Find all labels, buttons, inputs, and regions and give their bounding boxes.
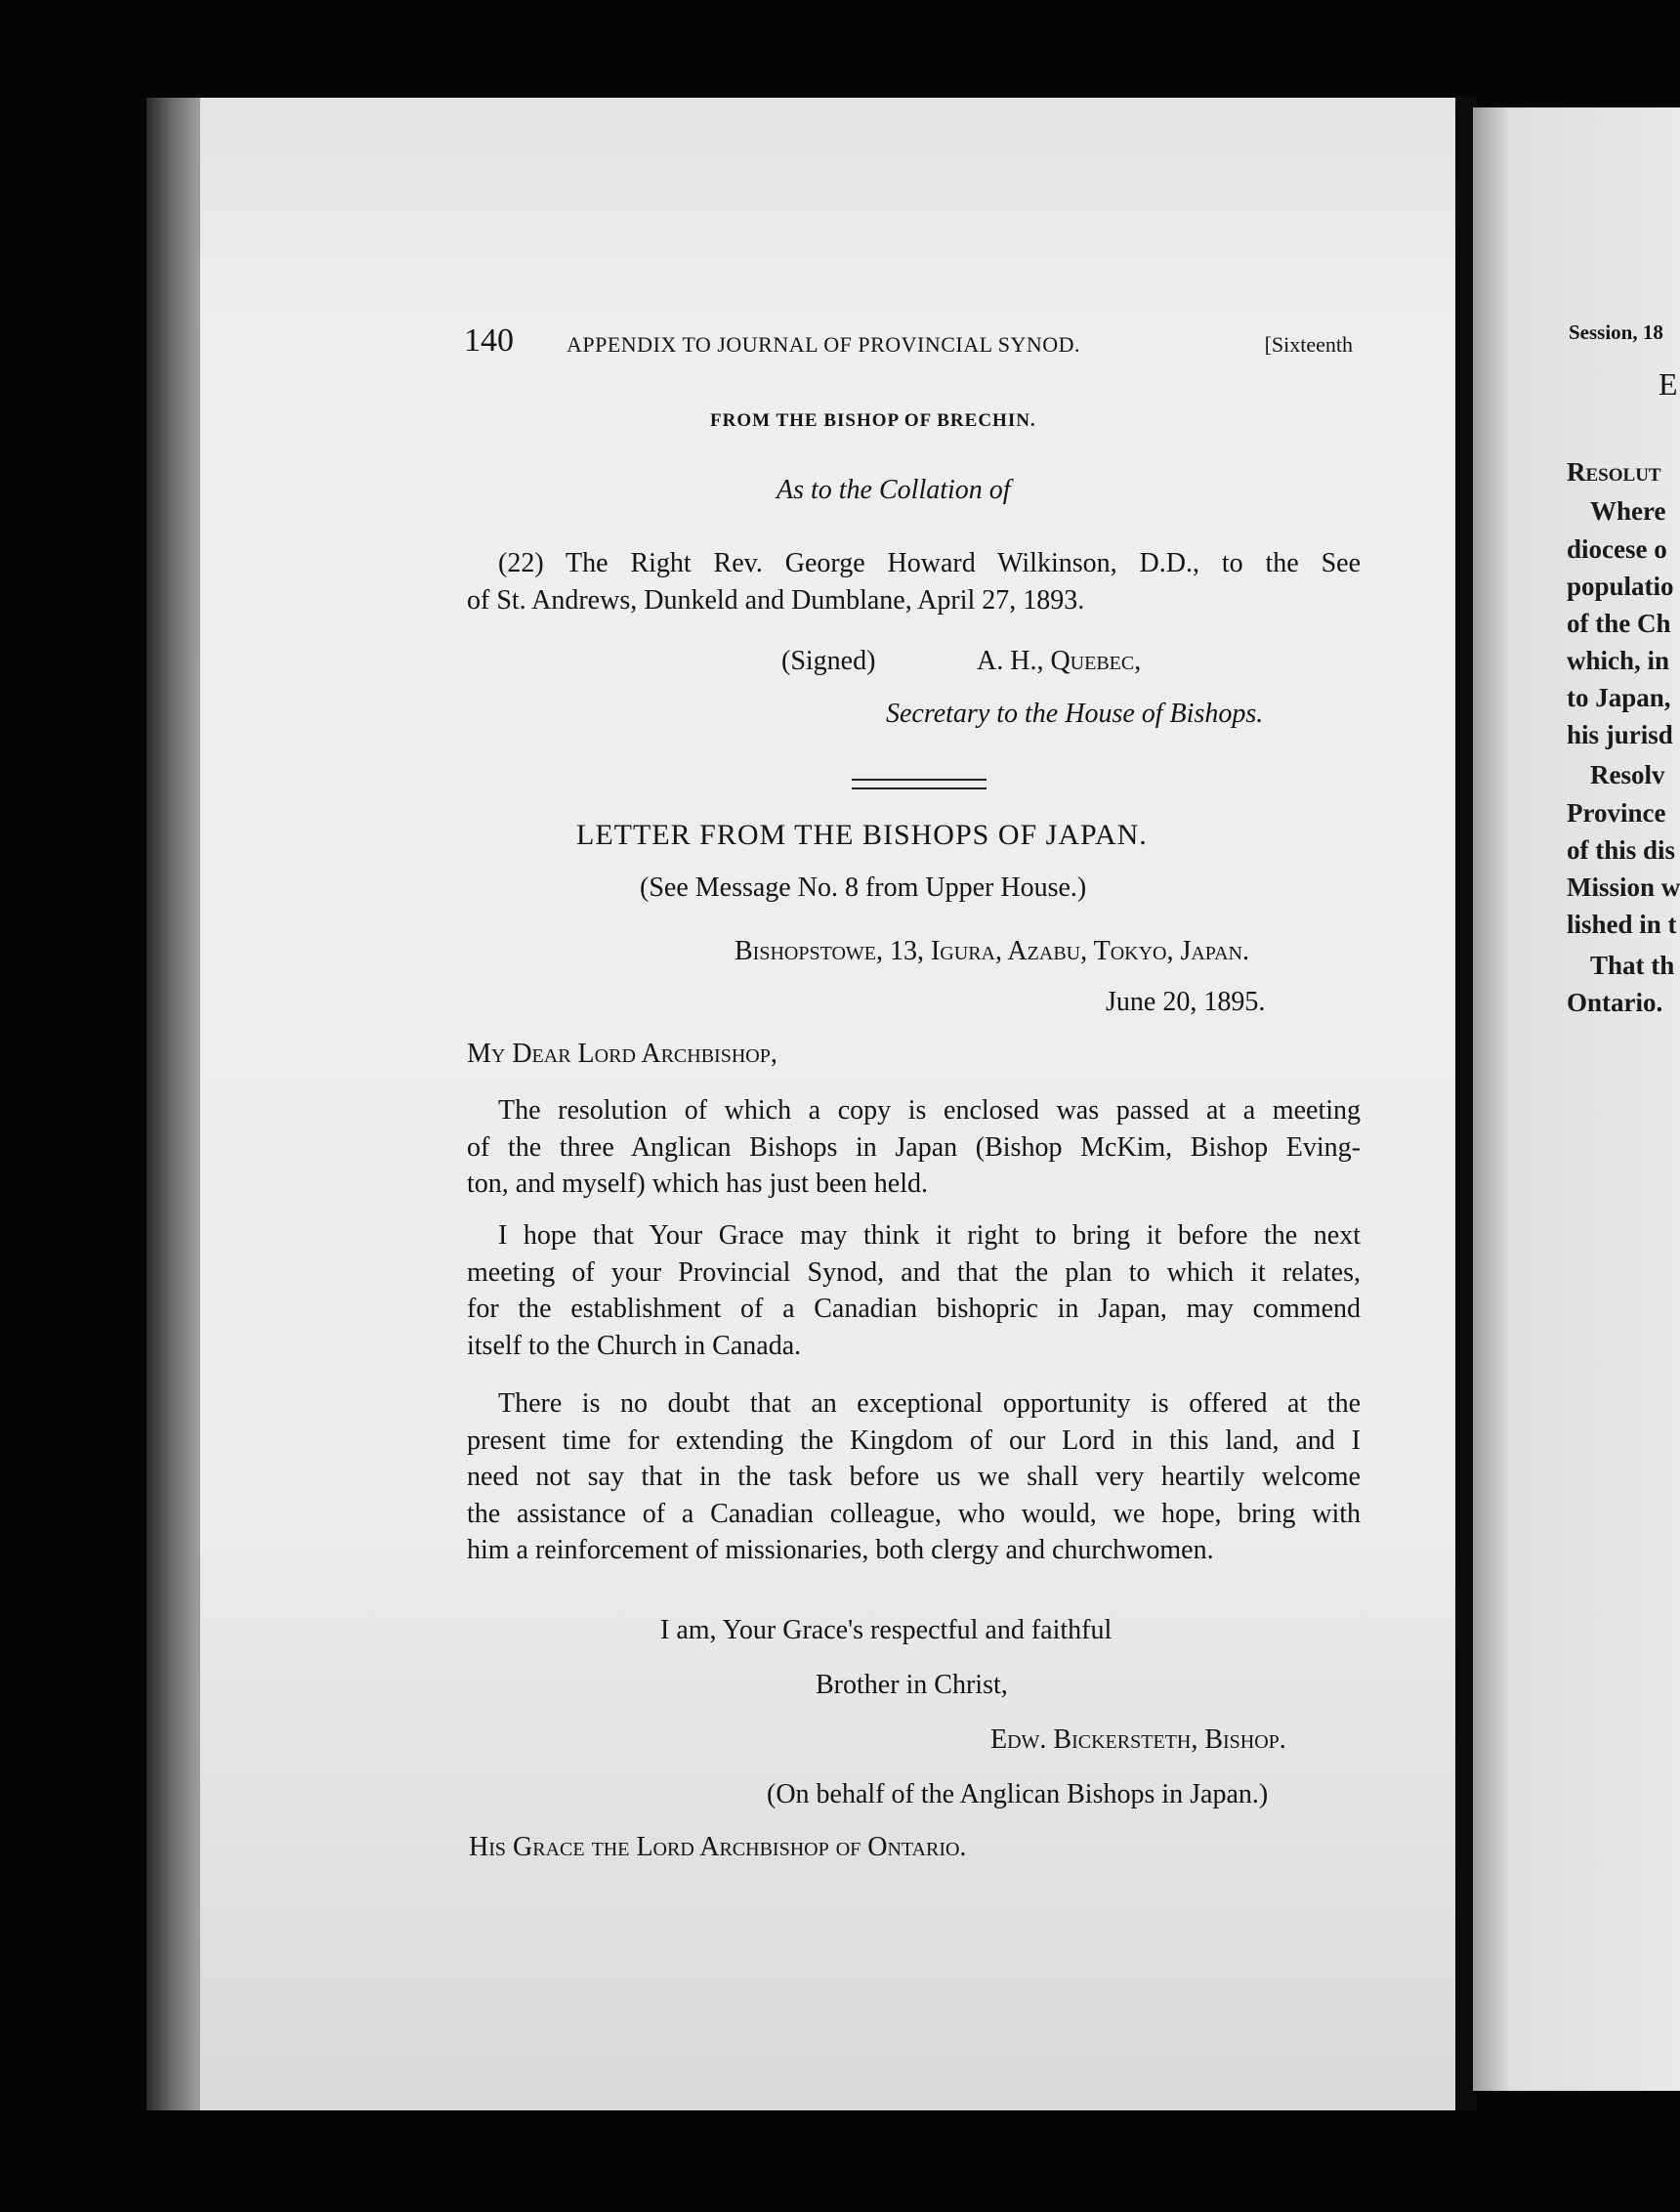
page-number: 140 — [464, 322, 514, 359]
letter-title: LETTER FROM THE BISHOPS OF JAPAN. — [576, 819, 1148, 851]
letter-addressee: His Grace the Lord Archbishop of Ontario. — [469, 1832, 967, 1862]
letter-paragraph-3 — [467, 1385, 1361, 1569]
facing-line: Resolut — [1567, 457, 1661, 487]
facing-line: That th — [1590, 951, 1675, 980]
letter-on-behalf: (On behalf of the Anglican Bishops in Japan.) — [767, 1779, 1269, 1809]
facing-line: Resolv — [1590, 760, 1665, 789]
paragraph-line: the assistance of a Canadian colleague, who would, we hope, bring with — [467, 1498, 1361, 1529]
facing-page-header: Session, 18 — [1569, 320, 1663, 344]
facing-line: lished in t — [1567, 910, 1677, 939]
paragraph-line: of the three Anglican Bishops in Japan (Bishop McKim, Bishop Eving- — [467, 1131, 1361, 1163]
paragraph-line: ton, and myself) which has just been held. — [467, 1169, 929, 1199]
letter-date: June 20, 1895. — [1106, 987, 1266, 1017]
signatory-title: Secretary to the House of Bishops. — [886, 699, 1264, 729]
signed-label: (Signed) — [781, 646, 876, 676]
letter-paragraph-2 — [467, 1217, 1361, 1364]
letter-signature: Edw. Bickersteth, Bishop. — [990, 1724, 1286, 1755]
facing-line: of the Ch — [1567, 609, 1671, 638]
paragraph-line: him a reinforcement of missionaries, both clergy and churchwomen. — [467, 1535, 1214, 1565]
running-title: APPENDIX TO JOURNAL OF PROVINCIAL SYNOD. — [567, 332, 1081, 357]
facing-line: which, in — [1567, 646, 1670, 675]
section-heading-brechin: FROM THE BISHOP OF BRECHIN. — [710, 410, 1036, 431]
letter-paragraph-1 — [467, 1092, 1361, 1203]
running-head — [464, 322, 1353, 371]
paragraph-line: (22) The Right Rev. George Howard Wilkinson, D.D., to the See — [498, 548, 1361, 578]
facing-line: Where — [1590, 496, 1666, 526]
facing-line: of this dis — [1567, 835, 1676, 865]
letter-closing: I am, Your Grace's respectful and faithful — [660, 1615, 1113, 1645]
signatory-name: A. H., Quebec, — [977, 646, 1142, 676]
section-subheading-collation: As to the Collation of — [777, 475, 1011, 505]
letter-closing-brother: Brother in Christ, — [816, 1670, 1008, 1700]
facing-page-heading-letter: E — [1659, 366, 1678, 402]
letter-reference: (See Message No. 8 from Upper House.) — [640, 872, 1087, 903]
facing-line: diocese o — [1567, 534, 1667, 564]
paragraph-line: I hope that Your Grace may think it right to bring it before the next — [498, 1220, 1361, 1251]
facing-line: Mission w — [1567, 872, 1680, 902]
facing-line: his jurisd — [1567, 720, 1673, 749]
facing-line: Province — [1567, 798, 1666, 828]
letter-address: Bishopstowe, 13, Igura, Azabu, Tokyo, Japan. — [735, 936, 1249, 966]
paragraph-line: of St. Andrews, Dunkeld and Dumblane, April 27, 1893. — [467, 584, 1085, 616]
paragraph-line: There is no doubt that an exceptional opportunity is offered at the — [498, 1388, 1361, 1419]
paragraph-line: for the establishment of a Canadian bishopric in Japan, may commend — [467, 1294, 1361, 1324]
collation-paragraph — [467, 545, 1361, 618]
facing-page — [1473, 107, 1680, 2091]
section-divider — [852, 779, 987, 789]
letter-salutation: My Dear Lord Archbishop, — [467, 1039, 777, 1069]
running-section: [Sixteenth — [1264, 332, 1353, 357]
paragraph-line: itself to the Church in Canada. — [467, 1330, 802, 1361]
paragraph-line: need not say that in the task before us we shall very heartily welcome — [467, 1462, 1361, 1492]
paragraph-line: present time for extending the Kingdom of our Lord in this land, and I — [467, 1425, 1361, 1456]
facing-line: to Japan, — [1567, 683, 1671, 712]
paragraph-line: The resolution of which a copy is enclosed was passed at a meeting — [498, 1095, 1361, 1126]
facing-line: populatio — [1567, 572, 1674, 601]
facing-line: Ontario. — [1567, 988, 1663, 1017]
paragraph-line: meeting of your Provincial Synod, and that the plan to which it relates, — [467, 1256, 1361, 1288]
